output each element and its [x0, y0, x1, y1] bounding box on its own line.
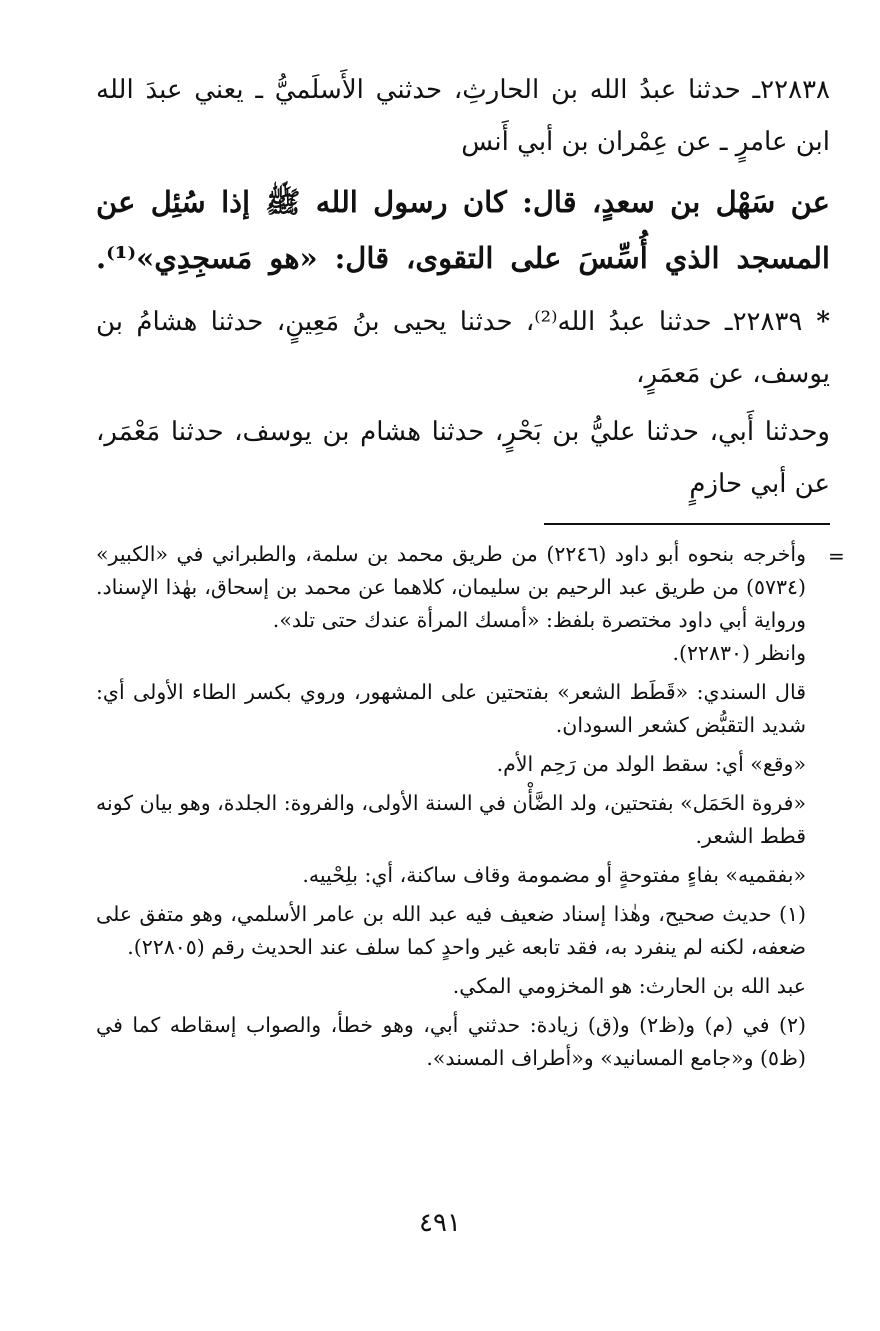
footnote-text: «فروة الحَمَل» بفتحتين، ولد الضَّأْن في السنة الأولى، والفروة: الجلدة، وهو بيان كونه قطط الشعر.: [96, 791, 806, 848]
footnote-text: وانظر (٢٢٨٣٠).: [672, 641, 806, 665]
hadith-22839-second-isnad: وحدثنا أَبي، حدثنا عليُّ بن بَحْرٍ، حدثنا هشام بن يوسف، حدثنا مَعْمَر، عن أبي حازمٍ: [96, 417, 830, 499]
main-text: [96, 64, 830, 516]
continuation-mark: =: [828, 544, 845, 568]
page-number: ٤٩١: [419, 1208, 461, 1238]
footnote-separator: [544, 523, 830, 525]
footnote-1: (١) حديث صحيح، وهٰذا إسناد ضعيف فيه عبد الله بن عامر الأسلمي، وهو متفق على ضعفه، لكنه لم ينفرد به، فقد تابعه غير واحدٍ كما سلف عند الحديث رقم (٢٢٨٠٥).: [96, 902, 806, 959]
hadith-22838-isnad: ٢٢٨٣٨ـ حدثنا عبدُ الله بن الحارثِ، حدثني الأَسلَميُّ ـ يعني عبدَ الله ابن عامرٍ ـ عن عِمْران بن أبي أَنس: [96, 75, 830, 157]
hadith-22839-text: ٢٢٨٣٩ـ حدثنا عبدُ الله⁽²⁾، حدثنا يحيى بنُ مَعِينٍ، حدثنا هشامُ بن يوسف، عن مَعمَرٍ،: [96, 307, 830, 389]
hadith-22839-isnad: [96, 296, 830, 400]
footnote-2: (٢) في (م) و(ظ٢) و(ق) زيادة: حدثني أبي، وهو خطأ، والصواب إسقاطه كما في (ظ٥) و«جامع المسانيد» و«أطراف المسند».: [96, 1013, 806, 1070]
star-marker: *: [816, 307, 830, 337]
footnote-text: وأخرجه بنحوه أبو داود (٢٢٤٦) من طريق محمد بن سلمة، والطبراني في «الكبير» (٥٧٣٤) من طريق عبد الرحيم بن سليمان، كلاهما عن محمد بن إسحاق، بهٰذا الإسناد. ورواية أبي داود مختصرة بلفظ: «أمسك المرأة عندك حتى تلد».: [96, 542, 807, 632]
hadith-22838-matn: عن سَهْل بن سعدٍ، قال: كان رسول الله ﷺ إذا سُئِل عن المسجد الذي أُسِّسَ على التقوى، قال: «هو مَسجِدِي»⁽¹⁾.: [96, 185, 830, 275]
footnote-text: «بفقميه» بفاءٍ مفتوحةٍ أو مضمومة وقاف ساكنة، أي: بلِحْييه.: [302, 863, 806, 887]
footnotes: [96, 538, 830, 1075]
footnote-text: «وقع» أي: سقط الولد من رَحِم الأم.: [496, 752, 806, 776]
footnote-text: قال السندي: «قَطَط الشعر» بفتحتين على المشهور، وروي بكسر الطاء الأولى أي: شديد التقبُّض كشعر السودان.: [96, 680, 806, 737]
footnote-text: عبد الله بن الحارث: هو المخزومي المكي.: [452, 974, 806, 998]
